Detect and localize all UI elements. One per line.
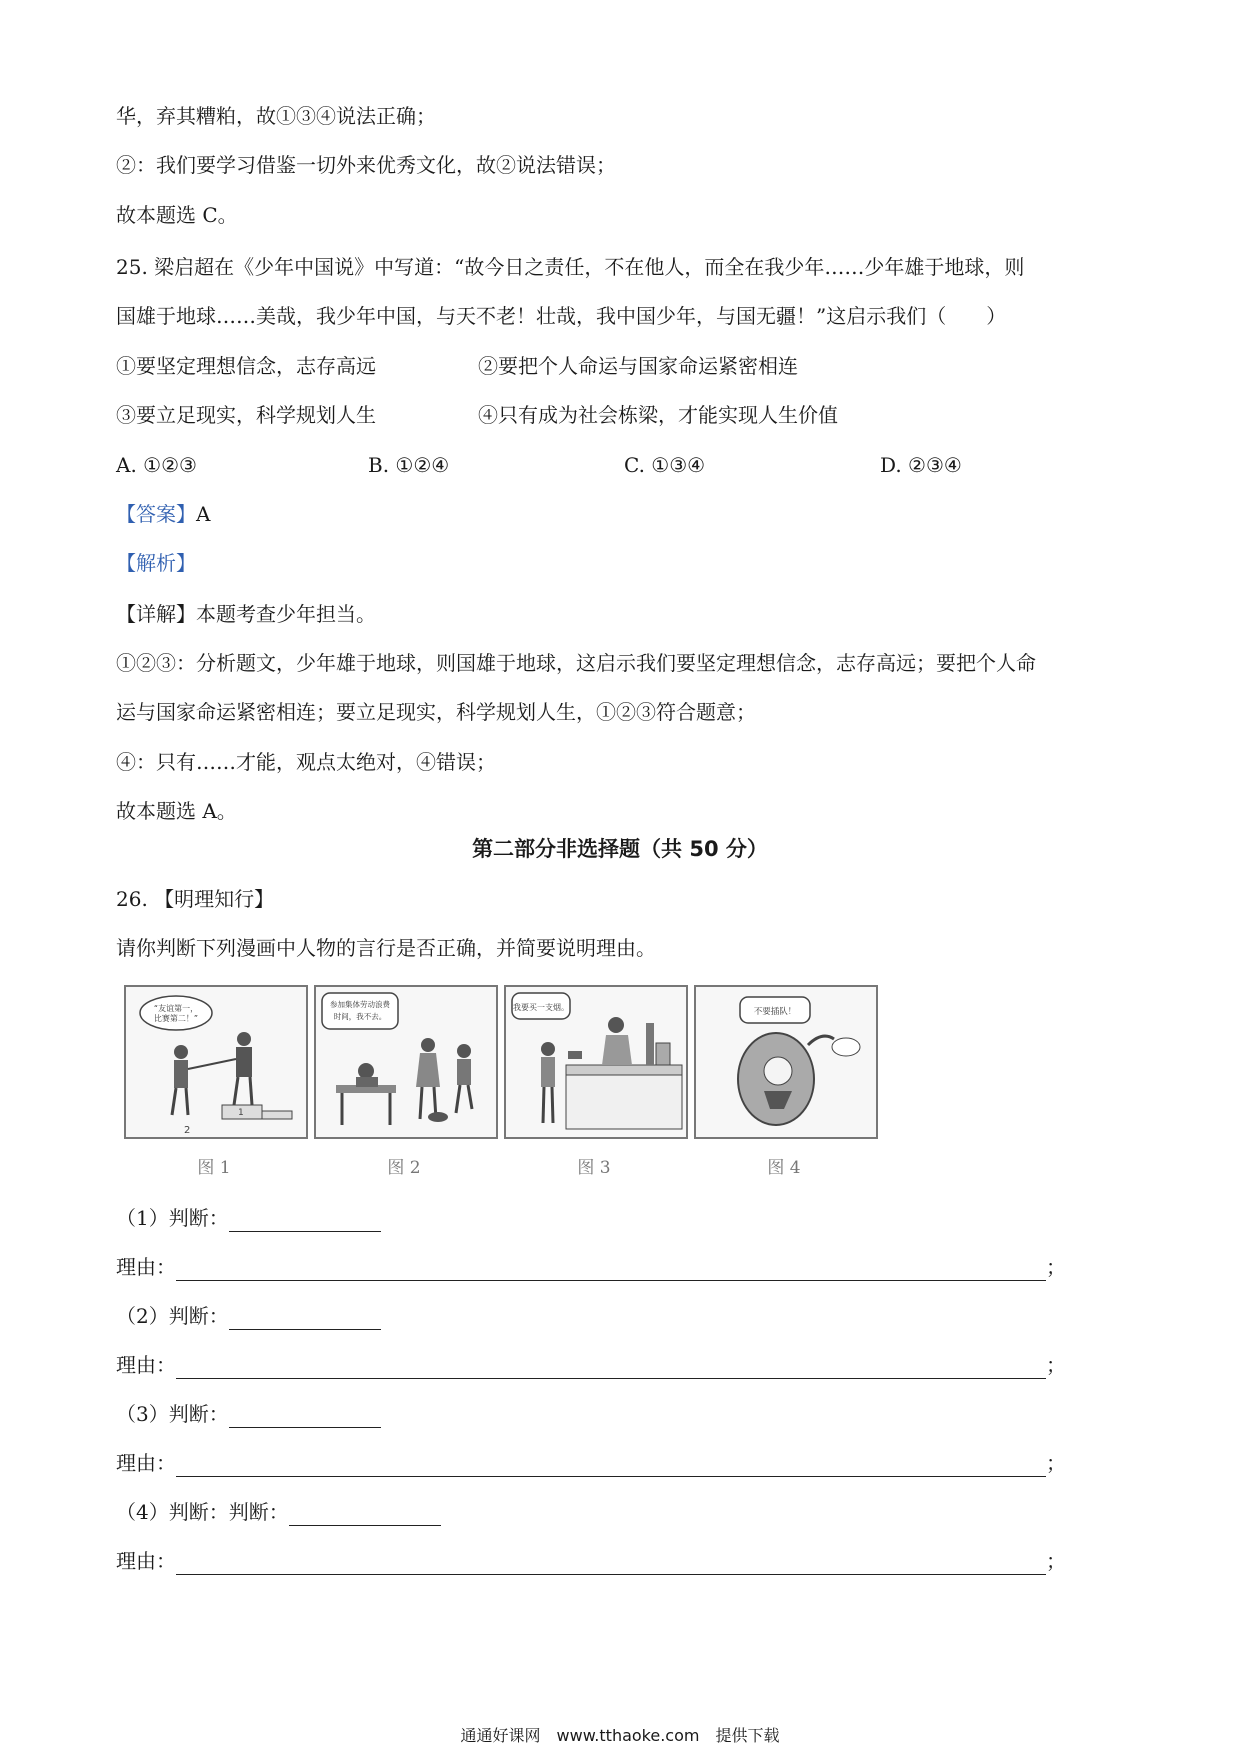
judgment-blank[interactable]: [229, 1405, 381, 1428]
q25-answer: [116, 500, 210, 528]
q25-stem: 国雄于地球……美哉，我少年中国，与天不老！壮哉，我中国少年，与国无疆！”这启示我们（ ）: [116, 304, 1007, 328]
svg-text:“友谊第一，: “友谊第一，: [153, 1004, 199, 1013]
reason-line: [116, 1547, 1066, 1575]
prev-explanation-line: 华，弃其糟粕，故①③④说法正确；: [116, 104, 436, 128]
q25-option-b: B. ①②④: [368, 453, 450, 477]
judgment-label: （2）判断：: [116, 1304, 229, 1328]
reason-blank[interactable]: [176, 1454, 1046, 1477]
svg-text:1: 1: [238, 1108, 244, 1118]
q25-item: ①要坚定理想信念，志存高远: [116, 354, 376, 378]
comic-strip: [124, 985, 884, 1185]
prev-conclusion: 故本题选 C。: [116, 203, 238, 227]
reason-line: [116, 1449, 1066, 1477]
svg-text:参加集体劳动浪费: 参加集体劳动浪费: [330, 1000, 390, 1009]
judgment-line: [116, 1204, 381, 1232]
comic-panel-2: [314, 985, 498, 1139]
q25-item: ②要把个人命运与国家命运紧密相连: [478, 354, 798, 378]
svg-text:比赛第二！”: 比赛第二！”: [153, 1014, 199, 1023]
reason-blank[interactable]: [176, 1356, 1046, 1379]
judgment-label: （4）判断：判断：: [116, 1500, 289, 1524]
figure-caption: 图 2: [387, 1158, 421, 1178]
judgment-line: [116, 1302, 381, 1330]
reason-label: 理由：: [116, 1549, 176, 1573]
judgment-line: [116, 1498, 441, 1526]
comic-panel-1: [124, 985, 308, 1139]
judgment-blank[interactable]: [229, 1307, 381, 1330]
q25-item: ④只有成为社会栋梁，才能实现人生价值: [478, 403, 838, 427]
svg-text:时间，我不去。: 时间，我不去。: [333, 1012, 387, 1021]
figure-caption: 图 4: [767, 1158, 801, 1178]
end-mark: ；: [1046, 1353, 1066, 1377]
q26-title: 26. 【明理知行】: [116, 887, 275, 911]
reason-label: 理由：: [116, 1255, 176, 1279]
answer-label: 【答案】: [116, 502, 196, 526]
svg-text:2: 2: [184, 1125, 191, 1136]
page-footer: 通通好课网 www.tthaoke.com 提供下载: [460, 1726, 780, 1745]
svg-text:我要买一支烟。: 我要买一支烟。: [513, 1003, 569, 1012]
end-mark: ；: [1046, 1549, 1066, 1573]
q25-option-d: D. ②③④: [880, 453, 962, 477]
end-mark: ；: [1046, 1255, 1066, 1279]
q25-conclusion: 故本题选 A。: [116, 799, 237, 823]
q25-analysis-label: 【解析】: [116, 551, 196, 575]
reason-blank[interactable]: [176, 1552, 1046, 1575]
judgment-label: （3）判断：: [116, 1402, 229, 1426]
reason-label: 理由：: [116, 1451, 176, 1475]
judgment-blank[interactable]: [229, 1209, 381, 1232]
judgment-label: （1）判断：: [116, 1206, 229, 1230]
reason-line: [116, 1351, 1066, 1379]
comic-panel-3: [504, 985, 688, 1139]
reason-label: 理由：: [116, 1353, 176, 1377]
judgment-line: [116, 1400, 381, 1428]
q25-option-a: A. ①②③: [116, 453, 197, 477]
figure-caption: 图 3: [577, 1158, 611, 1178]
comic-panel-4: [694, 985, 878, 1139]
q25-item: ③要立足现实，科学规划人生: [116, 403, 376, 427]
prev-explanation-line: ②：我们要学习借鉴一切外来优秀文化，故②说法错误；: [116, 153, 616, 177]
reason-blank[interactable]: [176, 1258, 1046, 1281]
q25-detail: 【详解】本题考查少年担当。: [116, 602, 376, 626]
svg-text:不要插队！: 不要插队！: [753, 1007, 797, 1017]
answer-value: A: [196, 502, 211, 526]
q25-explanation: 运与国家命运紧密相连；要立足现实，科学规划人生，①②③符合题意；: [116, 700, 756, 724]
q26-instruction: 请你判断下列漫画中人物的言行是否正确，并简要说明理由。: [116, 936, 656, 960]
q25-explanation: ④：只有……才能，观点太绝对，④错误；: [116, 750, 496, 774]
judgment-blank[interactable]: [289, 1503, 441, 1526]
end-mark: ；: [1046, 1451, 1066, 1475]
figure-caption: 图 1: [197, 1158, 231, 1178]
section-heading: 第二部分非选择题（共 50 分）: [472, 837, 768, 861]
q25-explanation: ①②③：分析题文，少年雄于地球，则国雄于地球，这启示我们要坚定理想信念，志存高远；要把个人命: [116, 651, 1036, 675]
q25-stem: 25. 梁启超在《少年中国说》中写道：“故今日之责任，不在他人，而全在我少年……少年雄于地球，则: [116, 255, 1025, 279]
reason-line: [116, 1253, 1066, 1281]
q25-option-c: C. ①③④: [624, 453, 706, 477]
